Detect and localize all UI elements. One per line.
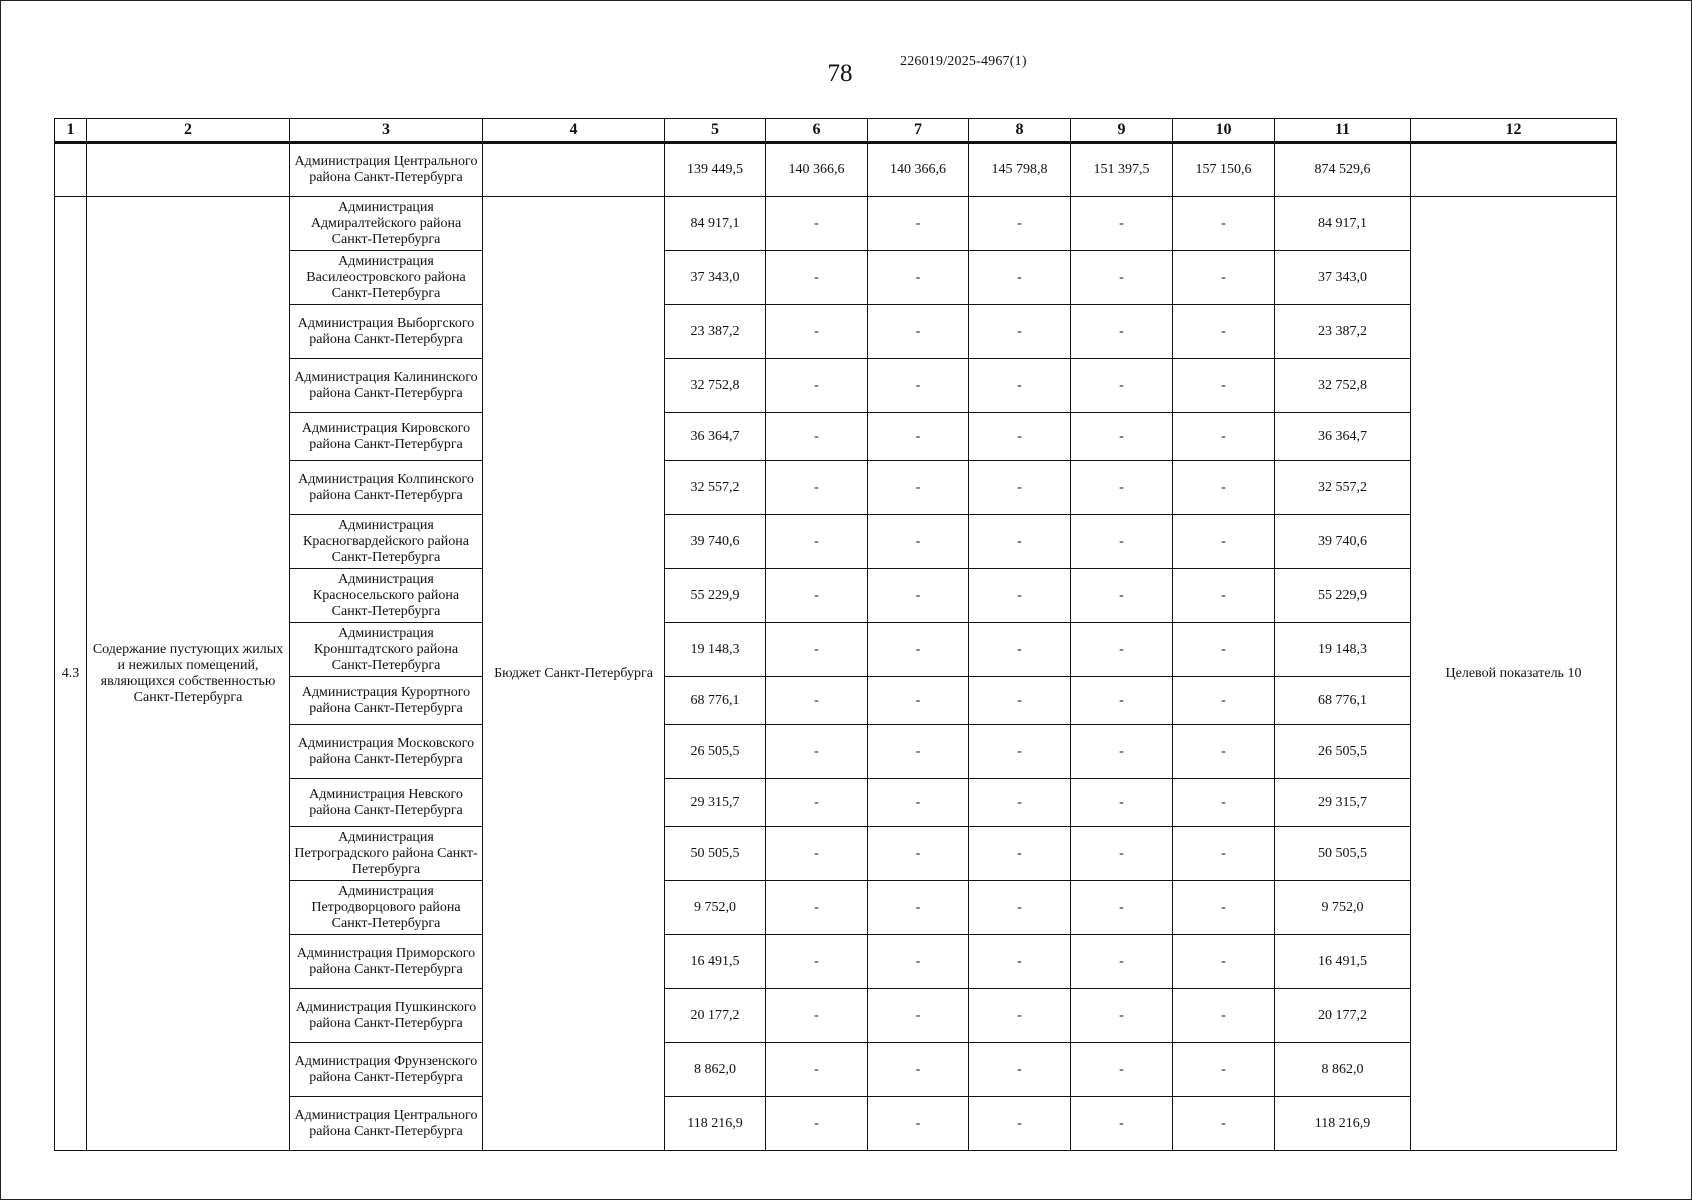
column-number-row bbox=[55, 119, 1617, 143]
dash-cell: - bbox=[1173, 623, 1275, 677]
dash-cell: - bbox=[868, 305, 969, 359]
dash-cell: - bbox=[868, 569, 969, 623]
total-cell: 118 216,9 bbox=[1275, 1097, 1411, 1151]
dash-cell: - bbox=[1071, 677, 1173, 725]
dash-cell: - bbox=[868, 935, 969, 989]
column-header: 8 bbox=[969, 119, 1071, 143]
column-header: 6 bbox=[766, 119, 868, 143]
value-cell: 20 177,2 bbox=[665, 989, 766, 1043]
dash-cell: - bbox=[969, 197, 1071, 251]
organization-cell: Администрация Василеостровского района Санкт-Петербурга bbox=[290, 251, 483, 305]
dash-cell: - bbox=[766, 989, 868, 1043]
dash-cell: - bbox=[766, 935, 868, 989]
column-header: 9 bbox=[1071, 119, 1173, 143]
dash-cell: - bbox=[868, 461, 969, 515]
organization-cell: Администрация Красносельского района Санкт-Петербурга bbox=[290, 569, 483, 623]
dash-cell: - bbox=[1173, 677, 1275, 725]
dash-cell: - bbox=[868, 413, 969, 461]
total-cell: 19 148,3 bbox=[1275, 623, 1411, 677]
dash-cell: - bbox=[1173, 461, 1275, 515]
total-cell: 29 315,7 bbox=[1275, 779, 1411, 827]
dash-cell: - bbox=[969, 461, 1071, 515]
dash-cell: - bbox=[766, 461, 868, 515]
dash-cell: - bbox=[1173, 413, 1275, 461]
total-cell: 874 529,6 bbox=[1275, 143, 1411, 197]
dash-cell: - bbox=[1071, 623, 1173, 677]
dash-cell: - bbox=[766, 1097, 868, 1151]
organization-cell: Администрация Пушкинского района Санкт-Петербурга bbox=[290, 989, 483, 1043]
value-cell: 118 216,9 bbox=[665, 1097, 766, 1151]
dash-cell: - bbox=[1173, 1043, 1275, 1097]
dash-cell: - bbox=[969, 881, 1071, 935]
dash-cell: - bbox=[969, 989, 1071, 1043]
dash-cell: - bbox=[1071, 881, 1173, 935]
dash-cell: - bbox=[1071, 935, 1173, 989]
value-cell: 68 776,1 bbox=[665, 677, 766, 725]
value-cell: 36 364,7 bbox=[665, 413, 766, 461]
target-indicator-cell: Целевой показатель 10 bbox=[1411, 197, 1617, 1151]
column-header: 2 bbox=[87, 119, 290, 143]
organization-cell: Администрация Петроградского района Санкт-Петербурга bbox=[290, 827, 483, 881]
dash-cell: - bbox=[969, 413, 1071, 461]
value-cell: 16 491,5 bbox=[665, 935, 766, 989]
value-cell: 50 505,5 bbox=[665, 827, 766, 881]
value-cell: 84 917,1 bbox=[665, 197, 766, 251]
table-row bbox=[55, 305, 1617, 359]
total-cell: 20 177,2 bbox=[1275, 989, 1411, 1043]
column-header: 5 bbox=[665, 119, 766, 143]
value-cell: 26 505,5 bbox=[665, 725, 766, 779]
dash-cell: - bbox=[969, 623, 1071, 677]
item-number-cell: 4.3 bbox=[55, 197, 87, 1151]
dash-cell: - bbox=[1071, 515, 1173, 569]
dash-cell: - bbox=[1173, 779, 1275, 827]
dash-cell: - bbox=[766, 569, 868, 623]
organization-cell: Администрация Центрального района Санкт-Петербурга bbox=[290, 1097, 483, 1151]
column-header: 10 bbox=[1173, 119, 1275, 143]
total-cell: 16 491,5 bbox=[1275, 935, 1411, 989]
dash-cell: - bbox=[1173, 569, 1275, 623]
empty-cell bbox=[55, 143, 87, 197]
value-cell: 55 229,9 bbox=[665, 569, 766, 623]
dash-cell: - bbox=[969, 569, 1071, 623]
organization-cell: Администрация Выборгского района Санкт-Петербурга bbox=[290, 305, 483, 359]
dash-cell: - bbox=[766, 413, 868, 461]
empty-cell bbox=[483, 143, 665, 197]
dash-cell: - bbox=[766, 725, 868, 779]
organization-cell: Администрация Фрунзенского района Санкт-Петербурга bbox=[290, 1043, 483, 1097]
empty-cell bbox=[1411, 143, 1617, 197]
value-cell: 19 148,3 bbox=[665, 623, 766, 677]
organization-cell: Администрация Калининского района Санкт-Петербурга bbox=[290, 359, 483, 413]
table-row bbox=[55, 881, 1617, 935]
dash-cell: - bbox=[969, 935, 1071, 989]
total-cell: 26 505,5 bbox=[1275, 725, 1411, 779]
table-row bbox=[55, 725, 1617, 779]
dash-cell: - bbox=[1173, 725, 1275, 779]
dash-cell: - bbox=[766, 881, 868, 935]
table-row bbox=[55, 623, 1617, 677]
dash-cell: - bbox=[1071, 827, 1173, 881]
dash-cell: - bbox=[969, 305, 1071, 359]
organization-cell: Администрация Невского района Санкт-Петербурга bbox=[290, 779, 483, 827]
dash-cell: - bbox=[868, 881, 969, 935]
organization-cell: Администрация Московского района Санкт-Петербурга bbox=[290, 725, 483, 779]
total-cell: 9 752,0 bbox=[1275, 881, 1411, 935]
dash-cell: - bbox=[1173, 935, 1275, 989]
dash-cell: - bbox=[1173, 515, 1275, 569]
organization-cell: Администрация Курортного района Санкт-Петербурга bbox=[290, 677, 483, 725]
total-cell: 50 505,5 bbox=[1275, 827, 1411, 881]
dash-cell: - bbox=[868, 827, 969, 881]
dash-cell: - bbox=[1071, 197, 1173, 251]
value-cell: 8 862,0 bbox=[665, 1043, 766, 1097]
organization-cell: Администрация Петродворцового района Санкт-Петербурга bbox=[290, 881, 483, 935]
value-cell: 140 366,6 bbox=[766, 143, 868, 197]
table-row bbox=[55, 461, 1617, 515]
dash-cell: - bbox=[868, 251, 969, 305]
table-row bbox=[55, 935, 1617, 989]
total-cell: 32 752,8 bbox=[1275, 359, 1411, 413]
value-cell: 23 387,2 bbox=[665, 305, 766, 359]
organization-cell: Администрация Кировского района Санкт-Петербурга bbox=[290, 413, 483, 461]
dash-cell: - bbox=[969, 359, 1071, 413]
value-cell: 37 343,0 bbox=[665, 251, 766, 305]
budget-table bbox=[54, 118, 1617, 1151]
dash-cell: - bbox=[969, 251, 1071, 305]
dash-cell: - bbox=[969, 677, 1071, 725]
table-row bbox=[55, 515, 1617, 569]
dash-cell: - bbox=[1071, 1043, 1173, 1097]
table-row bbox=[55, 197, 1617, 251]
dash-cell: - bbox=[766, 197, 868, 251]
dash-cell: - bbox=[868, 989, 969, 1043]
table-row bbox=[55, 251, 1617, 305]
table-row bbox=[55, 677, 1617, 725]
dash-cell: - bbox=[868, 725, 969, 779]
column-header: 4 bbox=[483, 119, 665, 143]
dash-cell: - bbox=[766, 251, 868, 305]
organization-cell: Администрация Адмиралтейского района Санкт-Петербурга bbox=[290, 197, 483, 251]
empty-cell bbox=[87, 143, 290, 197]
dash-cell: - bbox=[1071, 569, 1173, 623]
value-cell: 9 752,0 bbox=[665, 881, 766, 935]
dash-cell: - bbox=[1173, 251, 1275, 305]
page-number: 78 bbox=[827, 60, 853, 87]
value-cell: 151 397,5 bbox=[1071, 143, 1173, 197]
dash-cell: - bbox=[766, 677, 868, 725]
document-id: 226019/2025-4967(1) bbox=[900, 54, 1027, 69]
dash-cell: - bbox=[1071, 251, 1173, 305]
dash-cell: - bbox=[766, 359, 868, 413]
dash-cell: - bbox=[969, 779, 1071, 827]
dash-cell: - bbox=[1071, 413, 1173, 461]
dash-cell: - bbox=[1173, 305, 1275, 359]
total-cell: 23 387,2 bbox=[1275, 305, 1411, 359]
funding-source-cell: Бюджет Санкт-Петербурга bbox=[483, 197, 665, 1151]
column-header: 3 bbox=[290, 119, 483, 143]
total-cell: 84 917,1 bbox=[1275, 197, 1411, 251]
dash-cell: - bbox=[766, 827, 868, 881]
table-row bbox=[55, 779, 1617, 827]
dash-cell: - bbox=[868, 1097, 969, 1151]
dash-cell: - bbox=[969, 827, 1071, 881]
dash-cell: - bbox=[868, 359, 969, 413]
dash-cell: - bbox=[969, 1043, 1071, 1097]
table-row bbox=[55, 827, 1617, 881]
value-cell: 139 449,5 bbox=[665, 143, 766, 197]
value-cell: 145 798,8 bbox=[969, 143, 1071, 197]
dash-cell: - bbox=[1071, 989, 1173, 1043]
dash-cell: - bbox=[766, 623, 868, 677]
dash-cell: - bbox=[868, 1043, 969, 1097]
column-header: 12 bbox=[1411, 119, 1617, 143]
dash-cell: - bbox=[1071, 1097, 1173, 1151]
table-row bbox=[55, 989, 1617, 1043]
organization-cell: Администрация Красногвардейского района Санкт-Петербурга bbox=[290, 515, 483, 569]
table-row bbox=[55, 413, 1617, 461]
dash-cell: - bbox=[1173, 1097, 1275, 1151]
table-row bbox=[55, 569, 1617, 623]
dash-cell: - bbox=[969, 725, 1071, 779]
total-cell: 39 740,6 bbox=[1275, 515, 1411, 569]
dash-cell: - bbox=[868, 515, 969, 569]
table-row bbox=[55, 1043, 1617, 1097]
dash-cell: - bbox=[1071, 725, 1173, 779]
dash-cell: - bbox=[1173, 359, 1275, 413]
dash-cell: - bbox=[1071, 305, 1173, 359]
total-cell: 32 557,2 bbox=[1275, 461, 1411, 515]
dash-cell: - bbox=[1173, 827, 1275, 881]
dash-cell: - bbox=[969, 515, 1071, 569]
organization-cell: Администрация Приморского района Санкт-Петербурга bbox=[290, 935, 483, 989]
dash-cell: - bbox=[766, 515, 868, 569]
dash-cell: - bbox=[868, 623, 969, 677]
table-row bbox=[55, 143, 1617, 197]
total-cell: 8 862,0 bbox=[1275, 1043, 1411, 1097]
description-cell: Содержание пустующих жилых и нежилых помещений, являющихся собственностью Санкт-Петербурга bbox=[87, 197, 290, 1151]
dash-cell: - bbox=[766, 305, 868, 359]
dash-cell: - bbox=[766, 779, 868, 827]
organization-cell: Администрация Колпинского района Санкт-Петербурга bbox=[290, 461, 483, 515]
dash-cell: - bbox=[766, 1043, 868, 1097]
dash-cell: - bbox=[969, 1097, 1071, 1151]
total-cell: 55 229,9 bbox=[1275, 569, 1411, 623]
value-cell: 32 752,8 bbox=[665, 359, 766, 413]
dash-cell: - bbox=[1173, 881, 1275, 935]
column-header: 1 bbox=[55, 119, 87, 143]
table-row bbox=[55, 1097, 1617, 1151]
value-cell: 140 366,6 bbox=[868, 143, 969, 197]
organization-cell: Администрация Кронштадтского района Санкт-Петербурга bbox=[290, 623, 483, 677]
column-header: 7 bbox=[868, 119, 969, 143]
dash-cell: - bbox=[1071, 359, 1173, 413]
total-cell: 36 364,7 bbox=[1275, 413, 1411, 461]
value-cell: 157 150,6 bbox=[1173, 143, 1275, 197]
value-cell: 39 740,6 bbox=[665, 515, 766, 569]
value-cell: 32 557,2 bbox=[665, 461, 766, 515]
dash-cell: - bbox=[868, 677, 969, 725]
column-header: 11 bbox=[1275, 119, 1411, 143]
dash-cell: - bbox=[868, 779, 969, 827]
total-cell: 68 776,1 bbox=[1275, 677, 1411, 725]
dash-cell: - bbox=[1071, 461, 1173, 515]
total-cell: 37 343,0 bbox=[1275, 251, 1411, 305]
value-cell: 29 315,7 bbox=[665, 779, 766, 827]
table-row bbox=[55, 359, 1617, 413]
dash-cell: - bbox=[1173, 989, 1275, 1043]
dash-cell: - bbox=[1071, 779, 1173, 827]
dash-cell: - bbox=[1173, 197, 1275, 251]
organization-cell: Администрация Центрального района Санкт-Петербурга bbox=[290, 143, 483, 197]
dash-cell: - bbox=[868, 197, 969, 251]
